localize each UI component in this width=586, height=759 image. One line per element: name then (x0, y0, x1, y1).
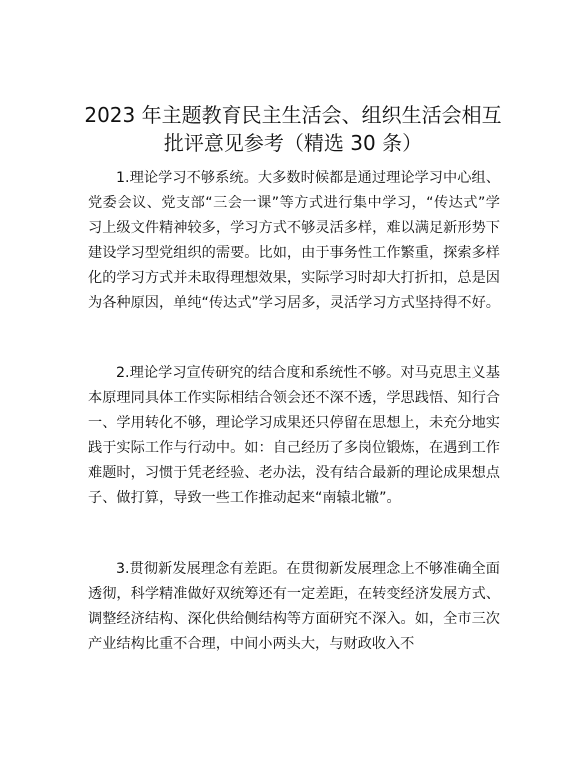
title-line-1: 2023 年主题教育民主生活会、组织生活会相互 (84, 103, 502, 127)
paragraph-3: 3.贯彻新发展理念有差距。在贯彻新发展理念上不够准确全面透彻，科学精准做好双统筹还有一定差距，在转变经济发展方式、调整经济结构、深化供给侧结构等方面研究不深入。如，全市三次产业结构比重不合理，中间小两头大，与财政收入不 (88, 561, 500, 652)
paragraph-2: 2.理论学习宣传研究的结合度和系统性不够。对马克思主义基本原理同具体工作实际相结合领会还不深不透，学思践悟、知行合一、学用转化不够，理论学习成果还只停留在思想上，未充分地实践于实际工作与行动中。如：自己经历了多岗位锻炼，在遇到工作难题时，习惯于凭老经验、老办法，没有结合最新的理论成果想点子、做打算，导致一些工作推动起来“南辕北辙”。 (88, 365, 500, 506)
document-title (60, 101, 526, 157)
title-line-2: 批评意见参考（精选 30 条） (163, 131, 423, 155)
paragraph-1: 1.理论学习不够系统。大多数时候都是通过理论学习中心组、党委会议、党支部“三会一课”等方式进行集中学习，“传达式”学习上级文件精神较多，学习方式不够灵活多样，难以满足新形势下建设学习型党组织的需要。比如，由于事务性工作繁重，探索多样化的学习方式并未取得理想效果，实际学习时却大打折扣，总是因为各种原因，单纯“传达式”学习居多，灵活学习方式坚持得不好。 (88, 170, 500, 311)
